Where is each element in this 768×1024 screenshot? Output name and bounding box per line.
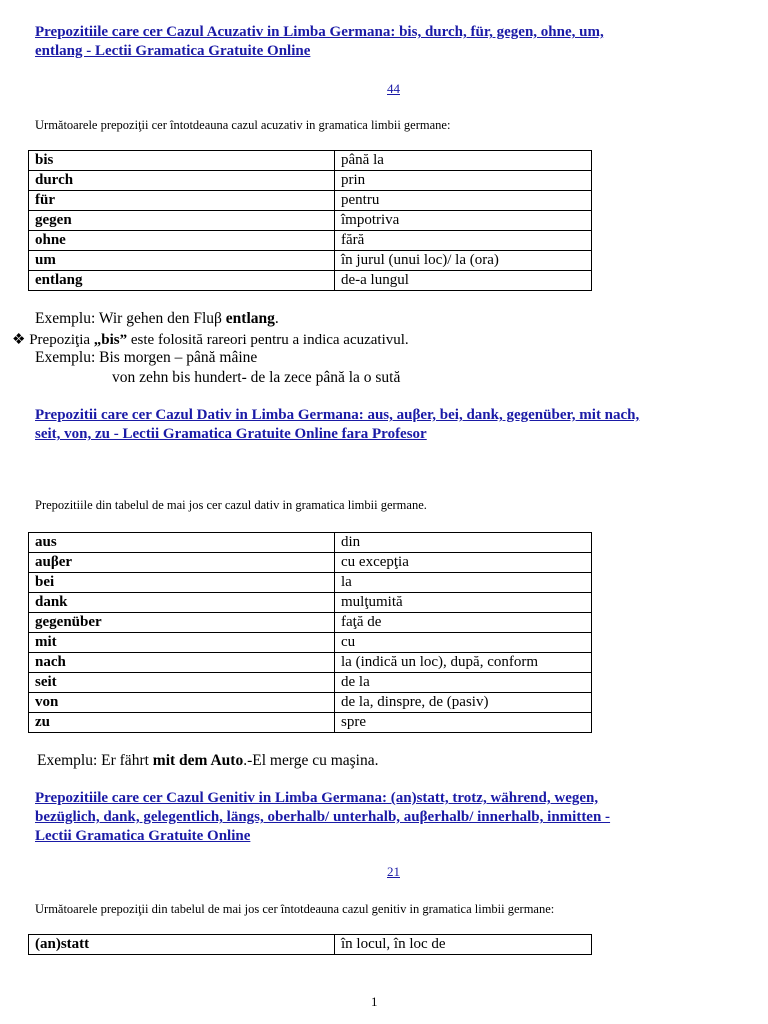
table-row [29,211,592,231]
table-row [29,553,592,573]
table-row [29,653,592,673]
heading-accusative-line1: Prepozitiile care cer Cazul Acuzativ in Limba Germana: bis, durch, für, gegen, ohne, um, [35,24,604,40]
dative-example [37,752,379,770]
table-row [29,151,592,171]
german-preposition: bei [29,573,335,593]
table-row [29,251,592,271]
accusative-example-2: Exemplu: Bis morgen – până mâine [35,349,258,366]
dative-intro: Prepozitiile din tabelul de mai jos cer cazul dativ in gramatica limbii germane. [35,498,427,512]
german-preposition: von [29,693,335,713]
heading-dative-line1: Prepozitii care cer Cazul Dativ in Limba Germana: aus, auβer, bei, dank, gegenüber, mit nach, [35,407,640,423]
heading-genitive-line3: Lectii Gramatica Gratuite Online [35,828,251,844]
table-row [29,613,592,633]
diamond-bullet-icon: ❖ [12,332,26,348]
table-row [29,573,592,593]
german-preposition: gegen [29,211,335,231]
german-preposition: seit [29,673,335,693]
romanian-translation: de-a lungul [335,271,592,291]
german-preposition: zu [29,713,335,733]
table-row [29,693,592,713]
german-preposition: dank [29,593,335,613]
heading-accusative[interactable] [35,23,604,61]
genitive-table [28,934,592,955]
romanian-translation: mulţumită [335,593,592,613]
table-row [29,191,592,211]
bis-note [12,330,409,349]
table-row [29,533,592,553]
page-number: 1 [371,994,378,1009]
german-preposition: (an)statt [29,935,335,955]
heading-genitive-line2: bezüglich, dank, gelegentlich, längs, oberhalb/ unterhalb, auβerhalb/ innerhalb, inmitten - [35,809,611,825]
dative-table [28,532,592,733]
example-text: Exemplu: Er fährt [37,752,153,769]
reference-link-21[interactable]: 21 [387,864,400,879]
heading-genitive[interactable] [35,789,610,846]
german-preposition: mit [29,633,335,653]
romanian-translation: la [335,573,592,593]
german-preposition: ohne [29,231,335,251]
german-preposition: durch [29,171,335,191]
romanian-translation: spre [335,713,592,733]
heading-genitive-line1: Prepozitiile care cer Cazul Genitiv in Limba Germana: (an)statt, trotz, während, wegen, [35,790,599,806]
german-preposition: um [29,251,335,271]
example-text: Exemplu: Wir gehen den Fluβ [35,310,226,327]
accusative-intro: Următoarele prepoziţii cer întotdeauna cazul acuzativ in gramatica limbii germane: [35,118,451,132]
note-text: este folosită rareori pentru a indica acuzativul. [127,332,409,348]
table-row [29,673,592,693]
romanian-translation: de la, dinspre, de (pasiv) [335,693,592,713]
table-row [29,171,592,191]
german-preposition: aus [29,533,335,553]
romanian-translation: împotriva [335,211,592,231]
note-bold: „bis” [93,332,128,348]
romanian-translation: până la [335,151,592,171]
example-bold: entlang [225,310,275,327]
heading-dative-line2: seit, von, zu - Lectii Gramatica Gratuite Online fara Profesor [35,426,427,442]
example-bold: mit dem Auto [152,752,244,769]
romanian-translation: în jurul (unui loc)/ la (ora) [335,251,592,271]
heading-dative[interactable] [35,406,639,444]
german-preposition: gegenüber [29,613,335,633]
german-preposition: entlang [29,271,335,291]
romanian-translation: de la [335,673,592,693]
romanian-translation: faţă de [335,613,592,633]
genitive-intro: Următoarele prepoziţii din tabelul de mai jos cer întotdeauna cazul genitiv in gramatica limbii germane: [35,902,555,916]
german-preposition: auβer [29,553,335,573]
reference-link-44[interactable]: 44 [387,81,400,96]
example-text: .-El merge cu maşina. [243,752,379,769]
romanian-translation: la (indică un loc), după, conform [335,653,592,673]
example-text: . [274,310,279,327]
romanian-translation: fără [335,231,592,251]
table-row [29,271,592,291]
german-preposition: bis [29,151,335,171]
note-text: Prepoziţia [25,332,94,348]
romanian-translation: cu excepţia [335,553,592,573]
table-row [29,713,592,733]
romanian-translation: din [335,533,592,553]
romanian-translation: prin [335,171,592,191]
accusative-example-1 [35,310,279,328]
table-row [29,593,592,613]
table-row [29,231,592,251]
german-preposition: für [29,191,335,211]
german-preposition: nach [29,653,335,673]
table-row [29,633,592,653]
table-row [29,935,592,955]
romanian-translation: cu [335,633,592,653]
romanian-translation: în locul, în loc de [335,935,592,955]
accusative-example-3: von zehn bis hundert- de la zece până la o sută [112,369,401,386]
accusative-table [28,150,592,291]
heading-accusative-line2: entlang - Lectii Gramatica Gratuite Online [35,43,311,59]
romanian-translation: pentru [335,191,592,211]
